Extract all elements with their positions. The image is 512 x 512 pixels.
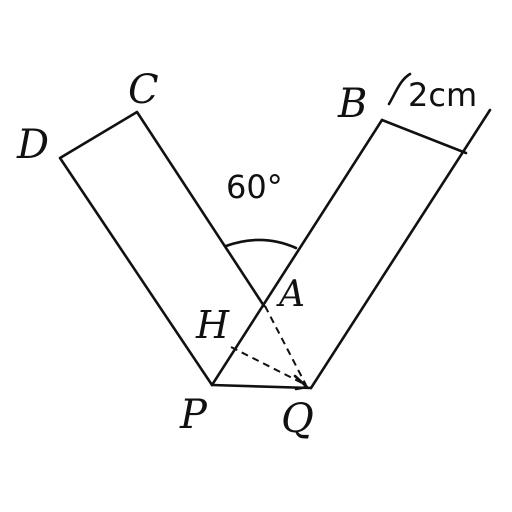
label-a: A: [279, 274, 305, 315]
dashed-line-a-q: [265, 306, 306, 385]
angle-label: 60°: [226, 168, 283, 206]
right-strip-inner-edge: [212, 120, 382, 385]
angle-arc: [226, 240, 296, 248]
width-label: 2cm: [408, 76, 478, 114]
label-c: C: [128, 67, 159, 113]
label-b: B: [338, 81, 368, 127]
label-h: H: [196, 303, 230, 347]
label-q: Q: [281, 396, 314, 442]
label-d: D: [17, 122, 50, 168]
right-strip-top-edge: [382, 120, 466, 153]
dashed-line-h-q: [231, 347, 304, 384]
segment-pq: [212, 385, 311, 388]
width-bracket: [389, 74, 410, 104]
label-p: P: [180, 392, 207, 438]
left-strip-outline: [60, 112, 264, 385]
